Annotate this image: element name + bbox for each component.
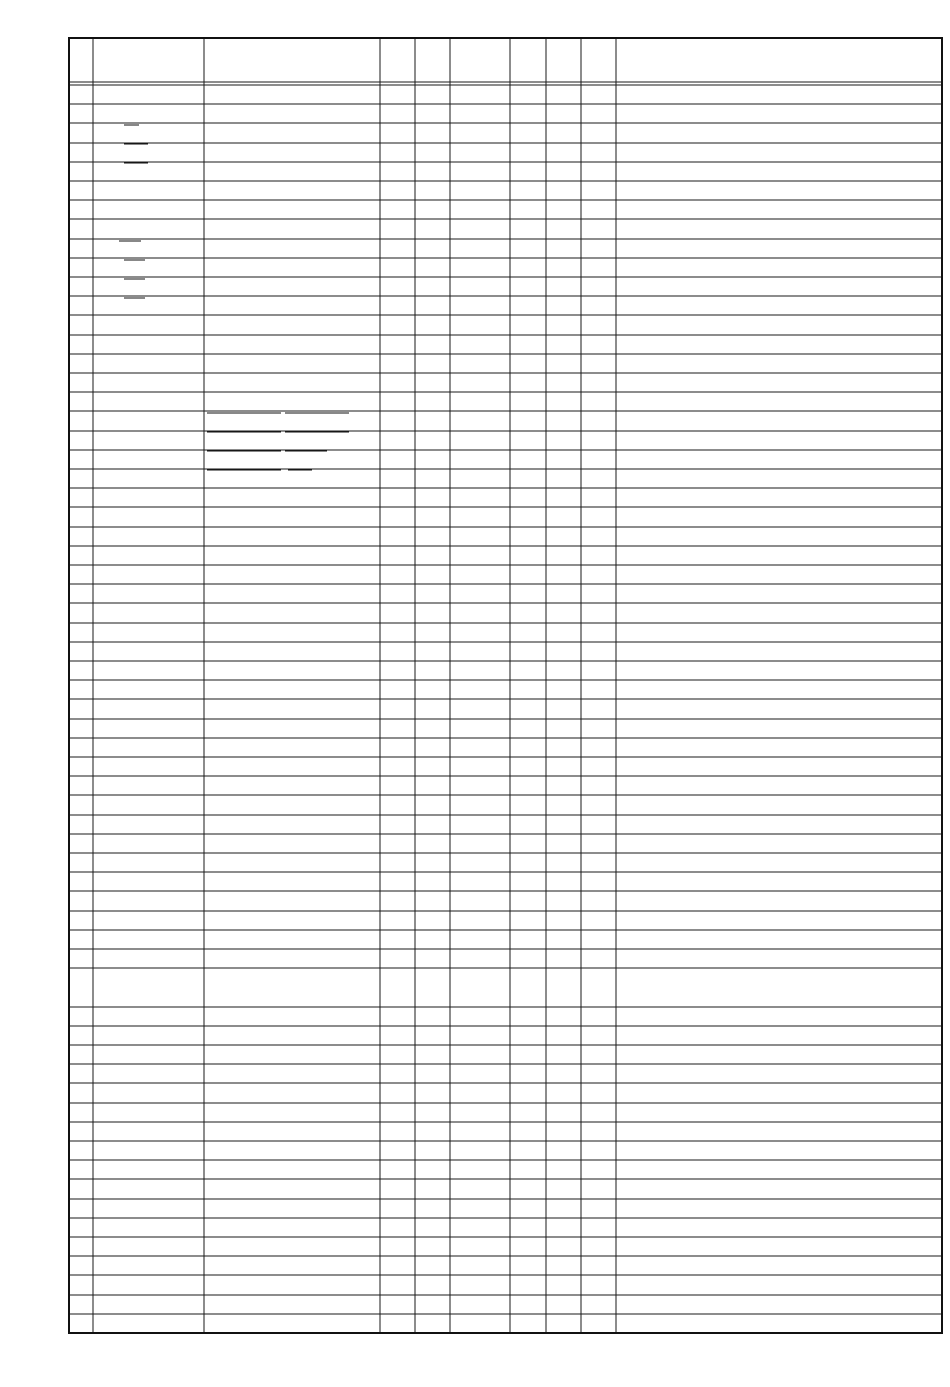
table-header-row: [69, 82, 942, 85]
table-grid: [69, 38, 942, 1333]
table-outer-frame: [69, 38, 942, 1333]
signal-overbar-marks: [119, 125, 349, 470]
